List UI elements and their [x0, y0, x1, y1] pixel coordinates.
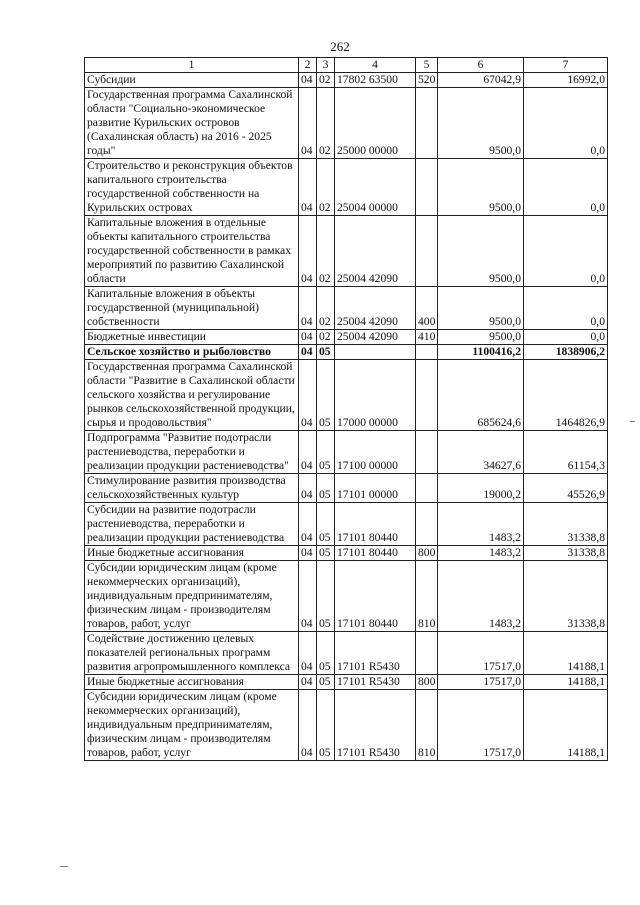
- row-target-code: 17101 80440: [335, 546, 416, 561]
- column-header: 2: [299, 58, 317, 73]
- row-amount-2: 31338,8: [524, 561, 608, 632]
- table-row: [85, 73, 608, 88]
- scan-mark: [630, 421, 635, 422]
- row-amount-1: 9500,0: [438, 287, 524, 330]
- row-amount-2: 31338,8: [524, 546, 608, 561]
- row-section: 04: [299, 503, 317, 546]
- table-row: [85, 632, 608, 675]
- row-expense-type: [416, 360, 438, 431]
- row-amount-2: 14188,1: [524, 675, 608, 690]
- row-expense-type: [416, 474, 438, 503]
- row-target-code: 17802 63500: [335, 73, 416, 88]
- row-subsection: 02: [317, 73, 335, 88]
- row-amount-1: 17517,0: [438, 632, 524, 675]
- row-amount-1: 19000,2: [438, 474, 524, 503]
- row-target-code: 17101 00000: [335, 474, 416, 503]
- row-amount-2: 0,0: [524, 330, 608, 345]
- table-row: [85, 287, 608, 330]
- column-header: 1: [85, 58, 299, 73]
- row-target-code: 17101 80440: [335, 561, 416, 632]
- row-amount-2: 14188,1: [524, 632, 608, 675]
- row-subsection: 05: [317, 675, 335, 690]
- row-section: 04: [299, 431, 317, 474]
- row-expense-type: [416, 345, 438, 360]
- row-section: 04: [299, 675, 317, 690]
- row-subsection: 02: [317, 159, 335, 216]
- row-name: Подпрограмма "Развитие подотрасли растениеводства, переработки и реализации продукции растениеводства": [85, 431, 299, 474]
- table-header-row: [85, 58, 608, 73]
- row-target-code: 25004 42090: [335, 287, 416, 330]
- row-section: 04: [299, 330, 317, 345]
- row-amount-2: 0,0: [524, 216, 608, 287]
- column-header: 5: [416, 58, 438, 73]
- row-expense-type: [416, 88, 438, 159]
- row-amount-1: 9500,0: [438, 330, 524, 345]
- row-subsection: 05: [317, 503, 335, 546]
- budget-table: [84, 57, 608, 761]
- row-amount-2: 16992,0: [524, 73, 608, 88]
- row-subsection: 02: [317, 88, 335, 159]
- row-section: 04: [299, 216, 317, 287]
- column-header: 3: [317, 58, 335, 73]
- row-expense-type: 810: [416, 690, 438, 761]
- table-row: [85, 159, 608, 216]
- row-name: Субсидии юридическим лицам (кроме некоммерческих организаций), индивидуальным предпринимателям, физическим лицам - производителям товаров, работ, услуг: [85, 690, 299, 761]
- row-target-code: 17101 80440: [335, 503, 416, 546]
- row-subsection: 02: [317, 287, 335, 330]
- table-row: [85, 474, 608, 503]
- scan-mark: [60, 866, 68, 867]
- row-subsection: 05: [317, 561, 335, 632]
- row-expense-type: [416, 431, 438, 474]
- row-name: Капитальные вложения в объекты государственной (муниципальной) собственности: [85, 287, 299, 330]
- row-amount-2: 0,0: [524, 159, 608, 216]
- row-amount-1: 17517,0: [438, 690, 524, 761]
- row-name: Субсидии: [85, 73, 299, 88]
- row-amount-1: 9500,0: [438, 216, 524, 287]
- row-amount-2: 0,0: [524, 88, 608, 159]
- table-row: [85, 503, 608, 546]
- row-name: Государственная программа Сахалинской области "Развитие в Сахалинской области сельского хозяйства и регулирование рынков сельскохозяйственной продукции, сырья и продовольствия": [85, 360, 299, 431]
- row-amount-2: 31338,8: [524, 503, 608, 546]
- row-subsection: 05: [317, 431, 335, 474]
- row-expense-type: 520: [416, 73, 438, 88]
- column-header: 6: [438, 58, 524, 73]
- row-subsection: 05: [317, 546, 335, 561]
- row-target-code: 25004 00000: [335, 159, 416, 216]
- row-target-code: 17101 R5430: [335, 690, 416, 761]
- row-expense-type: [416, 216, 438, 287]
- row-expense-type: [416, 632, 438, 675]
- row-amount-2: 0,0: [524, 287, 608, 330]
- table-row: [85, 431, 608, 474]
- row-section: 04: [299, 88, 317, 159]
- row-section: 04: [299, 561, 317, 632]
- row-expense-type: 400: [416, 287, 438, 330]
- row-name: Сельское хозяйство и рыболовство: [85, 345, 299, 360]
- row-subsection: 05: [317, 632, 335, 675]
- row-subsection: 05: [317, 345, 335, 360]
- row-section: 04: [299, 546, 317, 561]
- table-row: [85, 561, 608, 632]
- row-name: Капитальные вложения в отдельные объекты капитального строительства государственной собственности в рамках мероприятий по развитию Сахалинской области: [85, 216, 299, 287]
- row-name: Строительство и реконструкция объектов капитального строительства государственной собственности на Курильских островах: [85, 159, 299, 216]
- row-amount-2: 1838906,2: [524, 345, 608, 360]
- table-row: [85, 546, 608, 561]
- row-amount-2: 14188,1: [524, 690, 608, 761]
- row-section: 04: [299, 345, 317, 360]
- row-target-code: 17100 00000: [335, 431, 416, 474]
- row-section: 04: [299, 159, 317, 216]
- row-expense-type: [416, 503, 438, 546]
- row-name: Иные бюджетные ассигнования: [85, 675, 299, 690]
- row-subsection: 02: [317, 330, 335, 345]
- row-amount-1: 9500,0: [438, 88, 524, 159]
- row-target-code: 17000 00000: [335, 360, 416, 431]
- row-target-code: 17101 R5430: [335, 675, 416, 690]
- row-amount-1: 34627,6: [438, 431, 524, 474]
- row-target-code: 25004 42090: [335, 216, 416, 287]
- row-target-code: 25004 42090: [335, 330, 416, 345]
- row-section: 04: [299, 73, 317, 88]
- row-name: Иные бюджетные ассигнования: [85, 546, 299, 561]
- row-amount-1: 1483,2: [438, 546, 524, 561]
- table-row: [85, 675, 608, 690]
- row-section: 04: [299, 690, 317, 761]
- table-row: [85, 330, 608, 345]
- row-amount-2: 45526,9: [524, 474, 608, 503]
- table-row: [85, 360, 608, 431]
- page-number: 262: [330, 39, 350, 54]
- row-target-code: 17101 R5430: [335, 632, 416, 675]
- row-name: Бюджетные инвестиции: [85, 330, 299, 345]
- row-name: Государственная программа Сахалинской области "Социально-экономическое развитие Курильских островов (Сахалинская область) на 2016 - 2025 годы": [85, 88, 299, 159]
- column-header: 7: [524, 58, 608, 73]
- table-row: [85, 88, 608, 159]
- row-subsection: 05: [317, 690, 335, 761]
- table-row: [85, 216, 608, 287]
- row-expense-type: 800: [416, 546, 438, 561]
- row-amount-2: 61154,3: [524, 431, 608, 474]
- row-amount-1: 1100416,2: [438, 345, 524, 360]
- row-name: Стимулирование развития производства сельскохозяйственных культур: [85, 474, 299, 503]
- row-amount-2: 1464826,9: [524, 360, 608, 431]
- table-body: [85, 73, 608, 761]
- row-subsection: 02: [317, 216, 335, 287]
- row-subsection: 05: [317, 360, 335, 431]
- row-amount-1: 685624,6: [438, 360, 524, 431]
- row-section: 04: [299, 360, 317, 431]
- row-expense-type: 800: [416, 675, 438, 690]
- row-amount-1: 9500,0: [438, 159, 524, 216]
- row-target-code: [335, 345, 416, 360]
- row-amount-1: 1483,2: [438, 503, 524, 546]
- row-target-code: 25000 00000: [335, 88, 416, 159]
- row-section: 04: [299, 474, 317, 503]
- column-header: 4: [335, 58, 416, 73]
- row-expense-type: [416, 159, 438, 216]
- row-subsection: 05: [317, 474, 335, 503]
- table-row: [85, 690, 608, 761]
- row-section: 04: [299, 632, 317, 675]
- row-name: Субсидии юридическим лицам (кроме некоммерческих организаций), индивидуальным предпринимателям, физическим лицам - производителям товаров, работ, услуг: [85, 561, 299, 632]
- row-name: Субсидии на развитие подотрасли растениеводства, переработки и реализации продукции растениеводства: [85, 503, 299, 546]
- table-row: [85, 345, 608, 360]
- row-expense-type: 810: [416, 561, 438, 632]
- row-amount-1: 1483,2: [438, 561, 524, 632]
- row-amount-1: 17517,0: [438, 675, 524, 690]
- row-expense-type: 410: [416, 330, 438, 345]
- row-section: 04: [299, 287, 317, 330]
- row-name: Содействие достижению целевых показателей региональных программ развития агропромышленного комплекса: [85, 632, 299, 675]
- row-amount-1: 67042,9: [438, 73, 524, 88]
